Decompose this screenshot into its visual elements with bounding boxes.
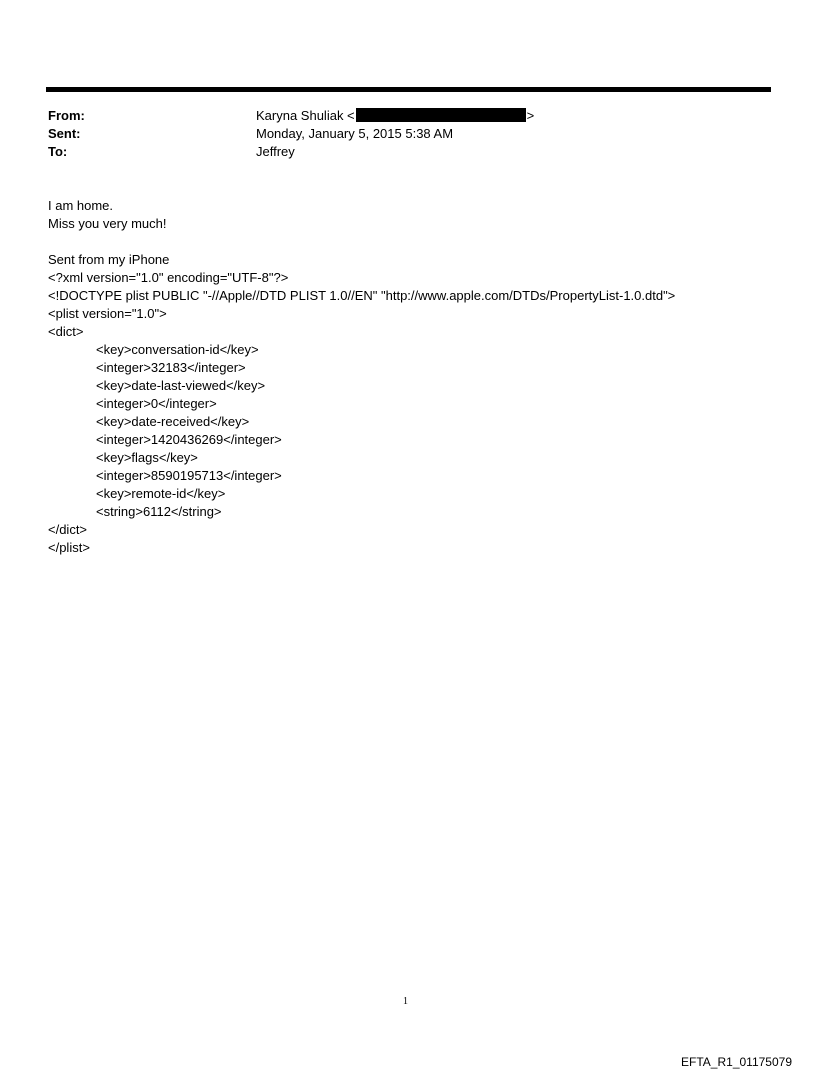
bates-number: EFTA_R1_01175079	[681, 1055, 792, 1069]
redaction-box	[356, 108, 526, 122]
from-label: From:	[48, 108, 85, 123]
plist-entry: <key>date-received</key>	[96, 414, 250, 429]
from-value	[256, 107, 534, 125]
plist-entry: <string>6112</string>	[96, 504, 222, 519]
plist-entry: <integer>32183</integer>	[96, 360, 246, 375]
from-name: Karyna Shuliak <	[256, 108, 355, 123]
to-label: To:	[48, 144, 68, 159]
signature-line: Sent from my iPhone	[48, 252, 170, 267]
from-close: >	[526, 108, 535, 123]
sent-value: Monday, January 5, 2015 5:38 AM	[256, 126, 454, 141]
to-value: Jeffrey	[256, 144, 295, 159]
plist-entry: <integer>1420436269</integer>	[96, 432, 282, 447]
dict-close-tag: </dict>	[48, 522, 88, 537]
page-number: 1	[403, 996, 408, 1007]
plist-entry: <key>conversation-id</key>	[96, 342, 259, 357]
sent-label: Sent:	[48, 126, 81, 141]
plist-doctype: <!DOCTYPE plist PUBLIC "-//Apple//DTD PLIST 1.0//EN" "http://www.apple.com/DTDs/PropertyList-1.0.dtd">	[48, 288, 676, 303]
body-line: I am home.	[48, 198, 114, 213]
plist-entry: <integer>0</integer>	[96, 396, 217, 411]
plist-xml-declaration: <?xml version="1.0" encoding="UTF-8"?>	[48, 270, 289, 285]
plist-entry: <integer>8590195713</integer>	[96, 468, 282, 483]
plist-entry: <key>date-last-viewed</key>	[96, 378, 266, 393]
body-line: Miss you very much!	[48, 216, 167, 231]
header-rule	[46, 87, 771, 92]
plist-close-tag: </plist>	[48, 540, 90, 555]
dict-open-tag: <dict>	[48, 324, 84, 339]
plist-entry: <key>remote-id</key>	[96, 486, 226, 501]
plist-entry: <key>flags</key>	[96, 450, 198, 465]
plist-open-tag: <plist version="1.0">	[48, 306, 167, 321]
